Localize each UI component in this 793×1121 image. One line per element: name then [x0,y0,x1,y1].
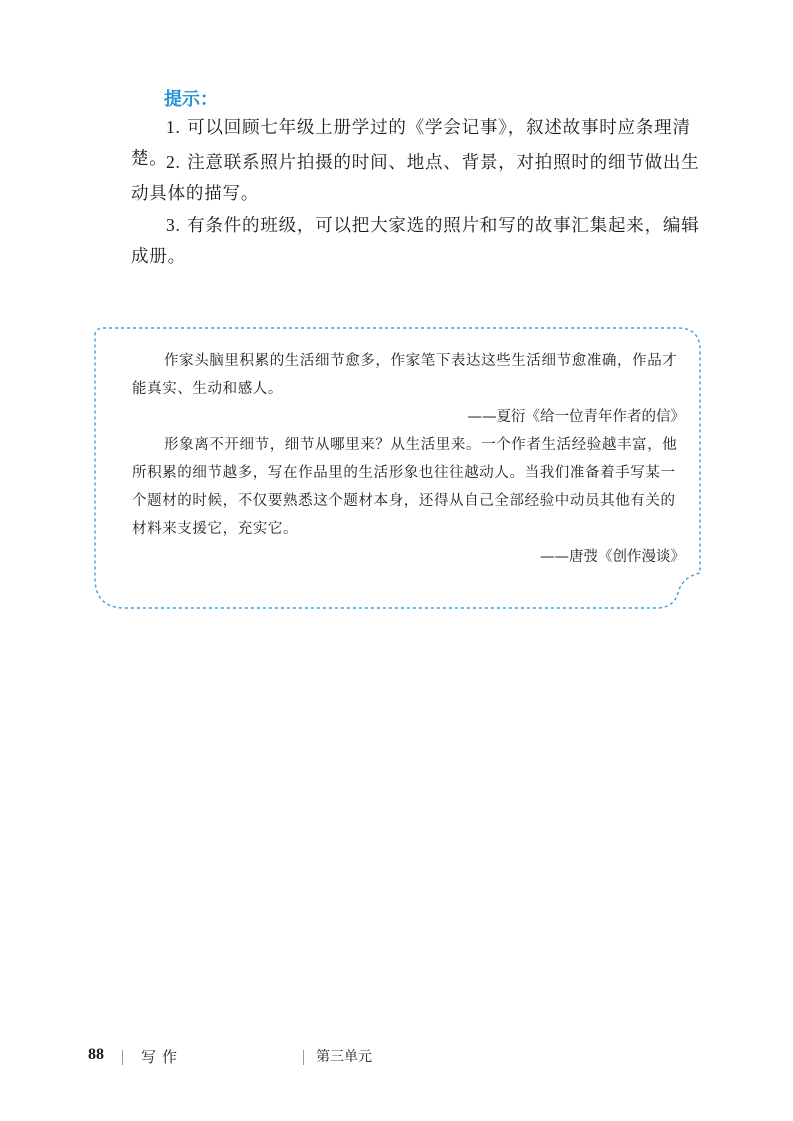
footer-divider [303,1050,304,1065]
quote-1-text: 作家头脑里积累的生活细节愈多，作家笔下表达这些生活细节愈准确，作品才能真实、生动和感人。 [132,353,678,397]
tip-text: 有条件的班级，可以把大家选的照片和写的故事汇集起来，编辑成册。 [131,216,700,267]
quote-box [92,325,703,611]
tip-number: 1. [166,117,181,137]
tip-text: 可以回顾七年级上册学过的《学会记事》，叙述故事时应条理清楚。 [131,118,691,169]
quote-2-text: 形象离不开细节，细节从哪里来？从生活里来。一个作者生活经验越丰富，他所积累的细节越多，写在作品里的生活形象也往往越动人。当我们准备着手写某一个题材的时候，不仅要熟悉这个题材本身，还得从自己全部经验中动员其他有关的材料来支援它，充实它。 [132,437,678,537]
quote-1-source: ——夏衍《给一位青年作者的信》 [467,409,685,425]
footer-divider [122,1050,123,1065]
page-footer [0,1046,793,1070]
page-number: 88 [88,1046,104,1063]
tip-number: 2. [166,152,181,172]
tip-number: 3. [166,215,181,235]
tip-item-2 [131,147,707,210]
tip-text: 注意联系照片拍摄的时间、地点、背景，对拍照时的细节做出生动具体的描写。 [131,153,700,204]
tips-heading: 提示： [164,89,218,110]
section-label: 写作 [141,1048,184,1066]
unit-label: 第三单元 [316,1049,372,1065]
tip-item-3 [131,210,707,273]
quote-2-source: ——唐弢《创作漫谈》 [540,549,685,565]
